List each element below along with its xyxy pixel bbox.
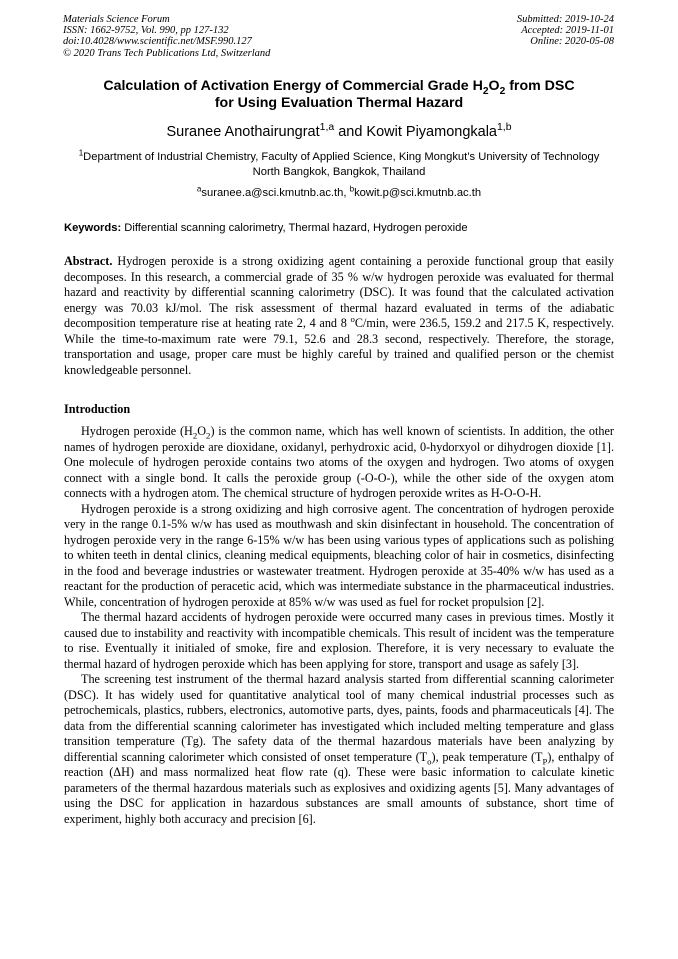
keywords-text: Differential scanning calorimetry, Thermal hazard, Hydrogen peroxide	[121, 222, 468, 234]
journal-name: Materials Science Forum	[63, 14, 170, 25]
author-1: Suranee Anothairungrat	[166, 124, 320, 140]
accepted-date: Accepted: 2019-11-01	[521, 25, 614, 37]
submitted-date: Submitted: 2019-10-24	[516, 14, 614, 25]
email-b: kowit.p@sci.kmutnb.ac.th	[354, 187, 482, 199]
affiliation: $^1$Department of Industrial Chemistry, Faculty of Applied Science, King Mongkut’s University of Technology North Bangkok, Bangkok, Thailand	[78, 148, 600, 178]
author-list: Suranee Anothairungrat$^{1,a}$ and Kowit Piyamongkala$^{1,b}$	[166, 122, 512, 140]
abstract: Abstract. Hydrogen peroxide is a strong oxidizing agent containing a peroxide functional group that easily decomposes. In this research, a commercial grade of 35 % w/w hydrogen peroxide was evaluated for thermal hazard and reactivity by differential scanning calorimetry (DSC). It was found that the calculated activation energy was 70.03 kJ/mol. The risk assessment of thermal hazard evaluated in terms of the adiabatic decomposition temperature rise at heating rate 2, 4 and 8 $^o$C/min, were 236.5, 159.2 and 217.5 K, respectively. While the time-to-maximum rate were 79.1, 52.6 and 28.3 second, respectively. Therefore, the storage, transportation and usage, proper care must be highly careful by trained and qualified person or the chemist knowledgeable personnel.	[64, 254, 614, 377]
doi-line: doi:10.4028/www.scientific.net/MSF.990.127	[63, 36, 252, 48]
author-emails: $^a$suranee.a@sci.kmutnb.ac.th, $^b$kowit.p@sci.kmutnb.ac.th	[196, 184, 482, 199]
online-date: Online: 2020-05-08	[530, 36, 614, 48]
title-line-2: for Using Evaluation Thermal Hazard	[214, 95, 464, 111]
section-heading-introduction: Introduction	[64, 402, 131, 416]
author-2: Kowit Piyamongkala	[366, 124, 497, 140]
journal-info	[63, 14, 270, 59]
paragraph: The screening test instrument of the thermal hazard analysis started from differential scanning calorimeter (DSC). It has widely used for quantitative analytical tool of many chemical industrial processes such as petrochemicals, plastics, rubbers, electronics, automotive parts, dyes, paints, foods and pharmaceuticals [4]. The data from the differential scanning calorimeter has investigated which included melting temperature and glass transition temperature (Tg). The safety data of the thermal hazardous materials have been analyzing by differential scanning calorimeter which consisted of onset temperature $(T_o)$, peak temperature $(T_P)$, enthalpy of reaction (ΔH) and mass normalized heat flow rate (q). These were basic information to calculate kinetic parameters of the thermal hazardous materials such as explosives and oxidizing agents [5]. Many advantages of using the DSC for application in hazardous substances are small amounts of substance, short time of experiment, highly both accuracy and precision [6].	[64, 672, 614, 826]
paragraph: The thermal hazard accidents of hydrogen peroxide were occurred many cases in previous times. Mostly it caused due to instability and reactivity with incompatible chemicals. This result of incident was the temperature to rise. Eventually it initialed of smoke, fire and explosion. Therefore, it is very necessary to evaluate the thermal hazard of hydrogen peroxide which has been applying for store, transport and usage as safely [3].	[64, 610, 614, 671]
abstract-label: Abstract.	[64, 254, 113, 268]
keywords-label: Keywords:	[64, 222, 122, 234]
email-a: suranee.a@sci.kmutnb.ac.th,	[201, 187, 350, 199]
paper-title	[50, 78, 628, 112]
introduction-body	[64, 424, 614, 827]
copyright-line: © 2020 Trans Tech Publications Ltd, Switzerland	[63, 47, 271, 59]
submission-dates	[517, 14, 614, 48]
issn-line: ISSN: 1662-9752, Vol. 990, pp 127-132	[63, 25, 229, 37]
keywords	[64, 221, 624, 235]
paragraph: Hydrogen peroxide is a strong oxidizing and high corrosive agent. The concentration of hydrogen peroxide very in the range 0.1-5% w/w has used as mouthwash and skin disinfectant in household. The concentration of hydrogen peroxide very in the range 6-15% w/w has been using various types of applications such as polishing to whiten teeth in dental clinics, cleaning medical equipments, bleaching color of hair in cosmetics, disinfecting in the food and beverage industries or wastewater treatment. Hydrogen peroxide at 35-40% w/w has used as a reactant for the production of peracetic acid, which was intermediate substance in the pharmaceutical industries. While, concentration of hydrogen peroxide at 85% w/w was used as fuel for rocket propulsion [2].	[64, 501, 614, 609]
paragraph: Hydrogen peroxide $(H_2O_2)$ is the common name, which has well known of scientists. In addition, the other names of hydrogen peroxide are dioxidane, oxidanyl, perhydroxic acid, 0-hydorxyol or dihydrogen dioxide [1]. One molecule of hydrogen peroxide contains two atoms of the oxygen and hydrogen. Two atoms of oxygen connect with a single bond. It calls the peroxide group (-O-O-), while the other side of the oxygen atom connects with a hydrogen atom. The chemical structure of hydrogen peroxide writes as H-O-O-H.	[64, 424, 614, 500]
title-line-1: Calculation of Activation Energy of Commercial Grade $H_2O_2$ from DSC	[103, 78, 575, 97]
